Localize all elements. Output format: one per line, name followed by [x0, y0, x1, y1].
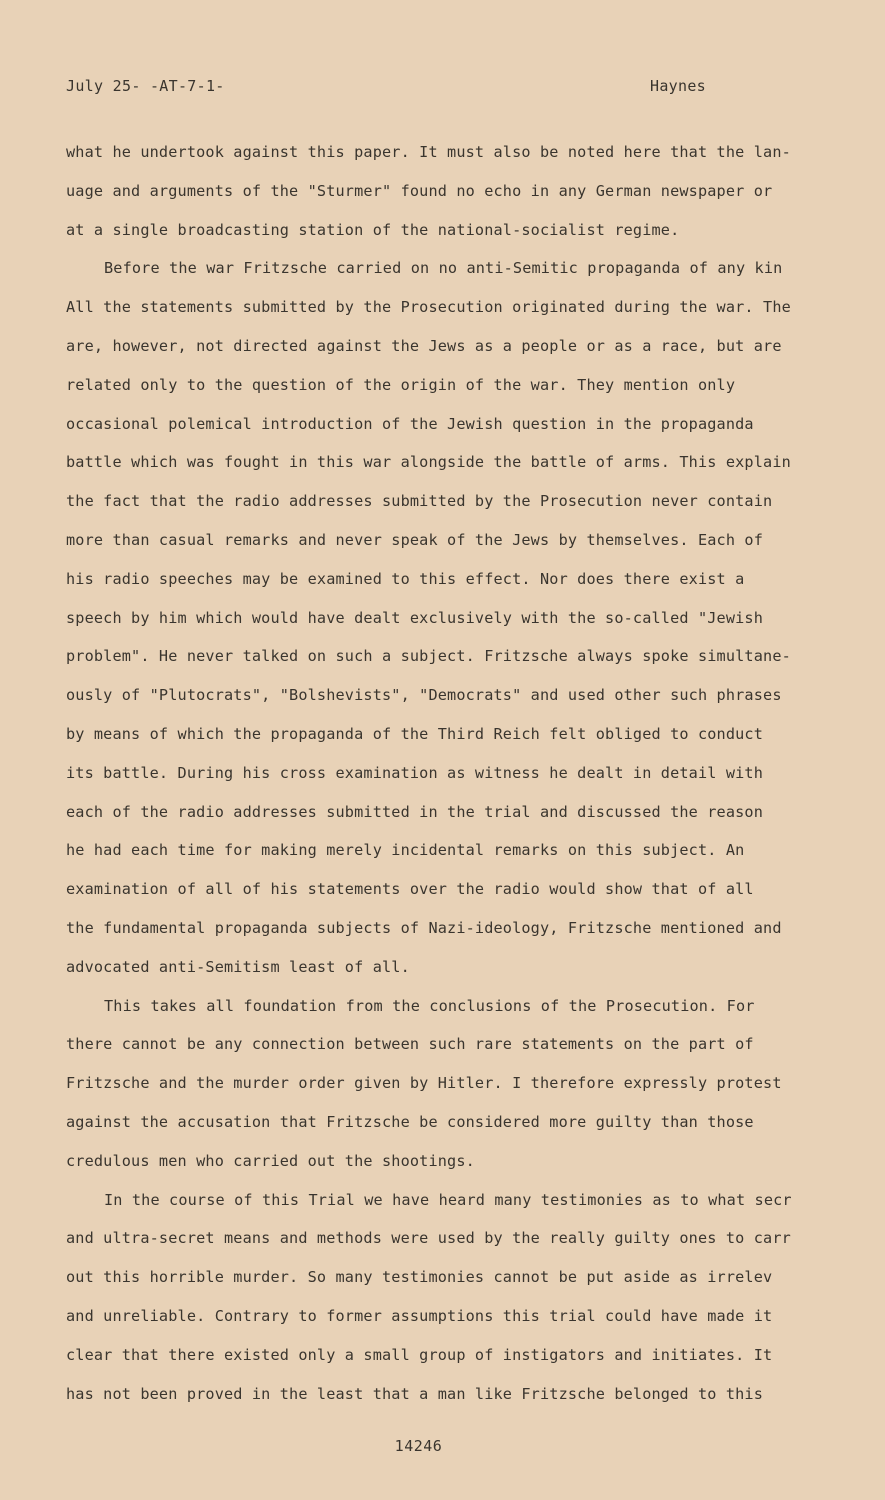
text-line: occasional polemical introduction of the Jewish question in the propaganda	[66, 414, 754, 433]
text-line: has not been proved in the least that a man like Fritzsche belonged to this	[66, 1384, 764, 1403]
text-line: what he undertook against this paper. It must also be noted here that the lan-	[66, 143, 791, 161]
text-line: uage and arguments of the "Sturmer" found no echo in any German newspaper or	[66, 181, 773, 200]
page-number: 14246	[394, 1437, 443, 1455]
text-line: speech by him which would have dealt exclusively with the so-called "Jewish	[66, 608, 764, 627]
text-line: against the accusation that Fritzsche be considered more guilty than those	[66, 1112, 754, 1131]
text-line: more than casual remarks and never speak of the Jews by themselves. Each of	[66, 530, 764, 549]
text-line: Fritzsche and the murder order given by Hitler. I therefore expressly protest	[66, 1074, 782, 1093]
header-author: Haynes	[650, 77, 706, 95]
text-line: battle which was fought in this war alongside the battle of arms. This explain	[66, 453, 791, 472]
text-line: advocated anti-Semitism least of all.	[66, 957, 410, 976]
text-line: the fact that the radio addresses submitted by the Prosecution never contain	[66, 492, 773, 511]
text-line: are, however, not directed against the Jews as a people or as a race, but are	[66, 336, 782, 355]
page-footer	[0, 1437, 885, 1455]
text-line: ously of "Plutocrats", "Bolshevists", "Democrats" and used other such phrases	[66, 686, 782, 705]
header-reference: July 25- -AT-7-1-	[66, 77, 225, 95]
text-line: related only to the question of the origin of the war. They mention only	[66, 375, 736, 394]
text-line: he had each time for making merely incidental remarks on this subject. An	[66, 841, 745, 860]
paragraph-start-line: This takes all foundation from the conclusions of the Prosecution. For	[104, 996, 755, 1015]
text-line: there cannot be any connection between such rare statements on the part of	[66, 1035, 754, 1054]
text-line: each of the radio addresses submitted in the trial and discussed the reason	[66, 802, 764, 821]
text-line: clear that there existed only a small group of instigators and initiates. It	[66, 1345, 773, 1364]
text-line: its battle. During his cross examination as witness he dealt in detail with	[66, 763, 764, 782]
paragraph-start-line: In the course of this Trial we have heard many testimonies as to what secr	[104, 1190, 792, 1209]
text-line: out this horrible murder. So many testimonies cannot be put aside as irrelev	[66, 1268, 773, 1287]
text-line: problem". He never talked on such a subject. Fritzsche always spoke simultane-	[66, 647, 791, 666]
text-line: and unreliable. Contrary to former assumptions this trial could have made it	[66, 1306, 773, 1325]
text-line: credulous men who carried out the shootings.	[66, 1151, 475, 1170]
document-body	[66, 133, 832, 1413]
text-line: and ultra-secret means and methods were used by the really guilty ones to carr	[66, 1229, 791, 1248]
paragraph-start-line: Before the war Fritzsche carried on no anti-Semitic propaganda of any kin	[104, 259, 783, 278]
text-line: at a single broadcasting station of the national-socialist regime.	[66, 220, 680, 239]
text-line: his radio speeches may be examined to this effect. Nor does there exist a	[66, 569, 745, 588]
text-line: examination of all of his statements over the radio would show that of all	[66, 880, 754, 899]
text-line: All the statements submitted by the Prosecution originated during the war. The	[66, 298, 791, 317]
text-line: the fundamental propaganda subjects of Nazi-ideology, Fritzsche mentioned and	[66, 918, 782, 937]
text-line: by means of which the propaganda of the Third Reich felt obliged to conduct	[66, 724, 764, 743]
